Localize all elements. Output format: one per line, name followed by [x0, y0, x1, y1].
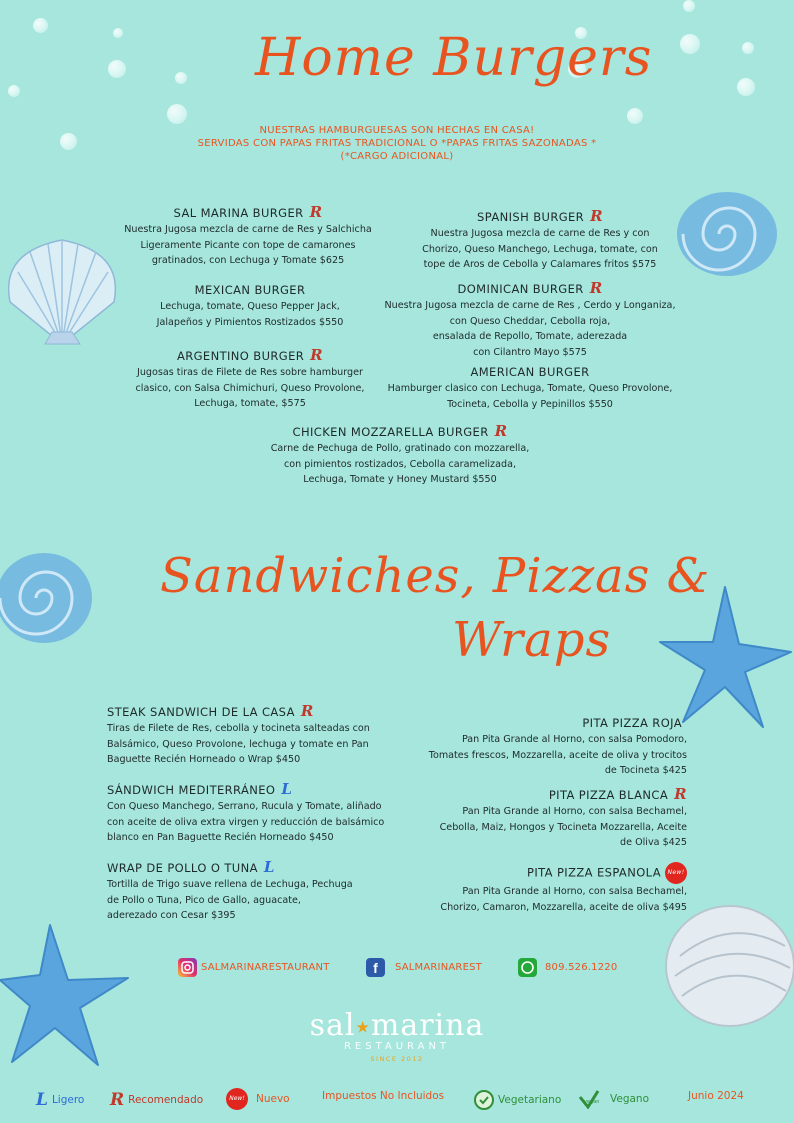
intro-text: [0, 124, 794, 163]
menu-item-argentino-burger: [120, 346, 380, 412]
menu-item-chicken-mozzarella-burger: [250, 422, 550, 488]
bubble-decoration: [8, 85, 20, 97]
legend-recomendado: [110, 1090, 203, 1110]
item-name: PITA PIZZA BLANCA: [548, 788, 669, 802]
item-description: Hamburger clasico con Lechuga, Tomate, Queso Provolone, Tocineta, Cebolla y Pepinillos $550: [387, 383, 673, 410]
legend-label: Impuestos No Incluidos: [322, 1090, 445, 1102]
item-name: PITA PIZZA ROJA: [582, 716, 682, 730]
instagram-handle: SALMARINARESTAURANT: [201, 962, 330, 973]
item-name: PITA PIZZA ESPANOLA: [526, 865, 661, 880]
menu-item-steak-sandwich: [107, 702, 387, 768]
starfish-illustration: [655, 582, 794, 732]
item-name: STEAK SANDWICH DE LA CASA: [107, 705, 295, 719]
item-name: AMERICAN BURGER: [470, 365, 590, 379]
section-title: Sandwiches, Pizzas &: [160, 548, 711, 604]
whatsapp-link[interactable]: [518, 958, 617, 977]
intro-line: (*CARGO ADICIONAL): [340, 151, 454, 162]
menu-item-dominican-burger: [380, 279, 680, 360]
legend-label: Recomendado: [128, 1094, 204, 1106]
recommended-icon: R: [674, 785, 687, 803]
item-name: CHICKEN MOZZARELLA BURGER: [292, 425, 489, 439]
recommended-icon: R: [589, 279, 603, 297]
facebook-handle: SALMARINAREST: [395, 962, 482, 973]
vegetarian-icon: [474, 1090, 494, 1110]
new-badge-icon: New!: [665, 862, 687, 884]
logo-text: sal: [309, 1008, 356, 1043]
legend-impuestos: [322, 1090, 444, 1102]
bubble-decoration: [680, 34, 700, 54]
logo-subtitle: RESTAURANT: [343, 1041, 451, 1052]
legend-ligero: [36, 1090, 84, 1110]
facebook-link[interactable]: [366, 958, 482, 977]
bubble-decoration: [175, 72, 187, 84]
item-description: Pan Pita Grande al Horno, con salsa Pomodoro, Tomates frescos, Mozzarella, aceite de oliva y trocitos de Tocineta $425: [428, 734, 687, 776]
legend-label: Vegano: [610, 1093, 650, 1105]
menu-item-pita-pizza-espanola: [415, 862, 687, 915]
light-icon: L: [263, 858, 275, 876]
item-description: Nuestra Jugosa mezcla de carne de Res y con Chorizo, Queso Manchego, Lechuga, tomate, con tope de Aros de Cebolla y Calamares fritos $575: [422, 228, 658, 270]
item-description: Nuestra Jugosa mezcla de carne de Res , Cerdo y Longaniza, con Queso Cheddar, Cebolla roja, ensalada de Repollo, Tomate, aderezada con Cilantro Mayo $575: [384, 300, 676, 358]
item-description: Tortilla de Trigo suave rellena de Lechuga, Pechuga de Pollo o Tuna, Pico de Gallo, aguacate, aderezado con Cesar $395: [107, 879, 353, 921]
logo-since: SINCE 2012: [370, 1055, 424, 1063]
item-description: Carne de Pechuga de Pollo, gratinado con mozzarella, con pimientos rostizados, Cebolla caramelizada, Lechuga, Tomate y Honey Mustard $550: [270, 443, 530, 485]
whatsapp-icon: [518, 958, 537, 977]
bubble-decoration: [627, 108, 643, 124]
section-title: Wraps: [452, 612, 612, 668]
item-name: SÁNDWICH MEDITERRÁNEO: [107, 783, 276, 797]
recommended-icon: R: [590, 207, 603, 225]
light-icon: L: [36, 1090, 48, 1110]
legend-vegetariano: [474, 1090, 561, 1110]
light-icon: L: [281, 780, 293, 798]
legend-label: Ligero: [51, 1094, 85, 1106]
bubble-decoration: [33, 18, 48, 33]
item-name: MEXICAN BURGER: [194, 283, 306, 297]
vegan-icon: [578, 1089, 600, 1109]
item-description: Tiras de Filete de Res, cebolla y tocineta salteadas con Balsámico, Queso Provolone, lechuga y tomate en Pan Baguette Recién Horneado o Wrap $450: [107, 723, 370, 765]
restaurant-logo: [0, 1008, 794, 1063]
recommended-icon: R: [309, 203, 323, 221]
menu-item-mexican-burger: [130, 281, 370, 330]
bubble-decoration: [737, 78, 755, 96]
vegan-icon-text: vegan: [584, 1099, 600, 1105]
item-description: Lechuga, tomate, Queso Pepper Jack, Jalapeños y Pimientos Rostizados $550: [156, 301, 344, 328]
menu-date: Junio 2024: [688, 1090, 744, 1102]
menu-item-pita-pizza-roja: [415, 714, 687, 779]
item-name: ARGENTINO BURGER: [176, 349, 305, 363]
legend-label: Vegetariano: [498, 1094, 562, 1106]
menu-item-sal-marina-burger: [118, 203, 378, 269]
spiral-shell-illustration: [0, 548, 97, 648]
intro-line: SERVIDAS CON PAPAS FRITAS TRADICIONAL O *PAPAS FRITAS SAZONADAS *: [197, 138, 597, 149]
recommended-icon: R: [310, 346, 324, 364]
recommended-icon: R: [494, 422, 508, 440]
item-name: SPANISH BURGER: [477, 210, 585, 224]
logo-text: marina: [370, 1008, 485, 1043]
menu-item-wrap-pollo-tuna: [107, 858, 387, 924]
menu-item-pita-pizza-blanca: [415, 785, 687, 851]
legend-vegano: [578, 1089, 649, 1109]
item-description: Jugosas tiras de Filete de Res sobre hamburger clasico, con Salsa Chimichuri, Queso Provolone, Lechuga, tomate, $575: [135, 367, 365, 409]
bubble-decoration: [108, 60, 126, 78]
facebook-icon: f: [366, 958, 385, 977]
legend-date: [688, 1090, 744, 1102]
item-name: DOMINICAN BURGER: [457, 282, 584, 296]
page-title: Home Burgers: [255, 28, 653, 88]
legend-nuevo: [226, 1088, 290, 1110]
instagram-icon: [178, 958, 197, 977]
item-description: Pan Pita Grande al Horno, con salsa Bechamel, Cebolla, Maiz, Hongos y Tocineta Mozzarella, Aceite de Oliva $425: [439, 806, 687, 848]
bubble-decoration: [742, 42, 754, 54]
bubble-decoration: [113, 28, 123, 38]
item-description: Con Queso Manchego, Serrano, Rucula y Tomate, aliñado con aceite de oliva extra virgen y reducción de balsámico blanco en Pan Baguette Recién Horneado $450: [107, 801, 385, 843]
menu-item-sandwich-mediterraneo: [107, 780, 397, 846]
legend-label: Nuevo: [256, 1093, 290, 1105]
bubble-decoration: [683, 0, 695, 12]
scallop-shell-illustration: [0, 232, 125, 347]
intro-line: NUESTRAS HAMBURGUESAS SON HECHAS EN CASA!: [259, 125, 535, 136]
instagram-link[interactable]: [178, 958, 330, 977]
whatsapp-number: 809.526.1220: [545, 962, 618, 973]
item-name: SAL MARINA BURGER: [173, 206, 304, 220]
menu-item-spanish-burger: [390, 207, 690, 273]
menu-item-american-burger: [370, 363, 690, 412]
item-name: WRAP DE POLLO O TUNA: [107, 861, 258, 875]
recommended-icon: R: [110, 1090, 125, 1110]
bubble-decoration: [167, 104, 187, 124]
item-description: Nuestra Jugosa mezcla de carne de Res y Salchicha Ligeramente Picante con tope de camarones gratinados, con Lechuga y Tomate $625: [124, 224, 372, 266]
recommended-icon: R: [300, 702, 314, 720]
item-description: Pan Pita Grande al Horno, con salsa Bechamel, Chorizo, Camaron, Mozzarella, aceite de oliva $495: [440, 886, 687, 913]
star-icon: ★: [355, 1017, 371, 1037]
new-badge-icon: New!: [226, 1088, 248, 1110]
